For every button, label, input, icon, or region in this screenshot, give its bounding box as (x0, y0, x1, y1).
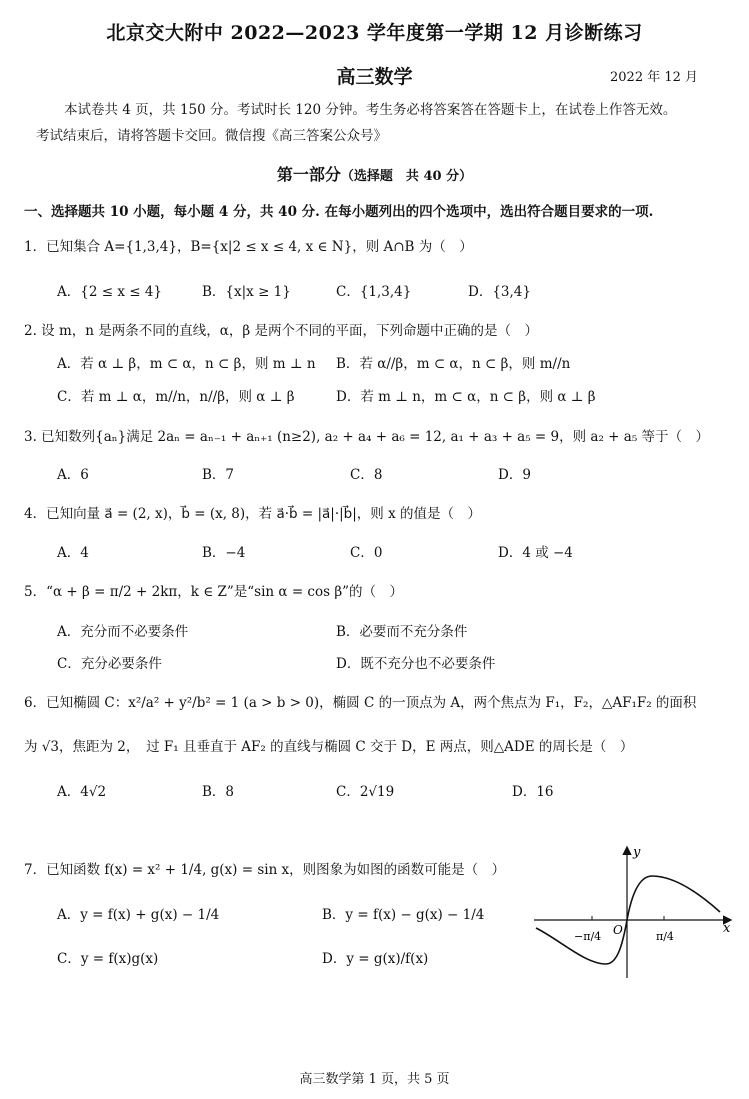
page-footer: 高三数学第 1 页，共 5 页 (299, 1072, 450, 1087)
exam-title: 北京交大附中 2022—2023 学年度第一学期 12 月诊断练习 (106, 22, 643, 44)
question-3-option-d[interactable]: D．9 (498, 467, 531, 483)
subject-title: 高三数学 (336, 66, 413, 88)
question-2-option-c[interactable]: C．若 m ⊥ α，m//n，n//β，则 α ⊥ β (57, 389, 295, 405)
question-7-option-c[interactable]: C．y = f(x)g(x) (57, 951, 159, 967)
section-heading: 一、选择题共 10 小题，每小题 4 分，共 40 分. 在每小题列出的四个选项中，选出符合题目要求的一项. (24, 204, 654, 220)
question-4-option-d[interactable]: D．4 或 −4 (498, 545, 573, 561)
pos-tick-label: π/4 (656, 930, 674, 943)
question-5-option-b[interactable]: B．必要而不充分条件 (336, 624, 468, 640)
question-4-option-c[interactable]: C．0 (350, 545, 383, 561)
question-5-option-a[interactable]: A．充分而不必要条件 (57, 624, 189, 640)
question-3-option-b[interactable]: B．7 (202, 467, 235, 483)
origin-label: O (613, 923, 623, 937)
question-6-stem: 6．已知椭圆 C：x²/a² + y²/b² = 1 (a > b > 0)，椭圆 C 的一顶点为 A，两个焦点为 F₁，F₂，△AF₁F₂ 的面积 (24, 695, 697, 711)
question-1-option-a[interactable]: A．{2 ≤ x ≤ 4} (57, 284, 163, 300)
question-6-option-c[interactable]: C．2√19 (336, 784, 395, 800)
question-4-stem: 4．已知向量 a⃗ = (2, x)，b⃗ = (x, 8)，若 a⃗·b⃗ = |a⃗|·|b⃗|，则 x 的值是（ ） (24, 506, 481, 522)
question-1-option-d[interactable]: D．{3,4} (468, 284, 531, 300)
x-axis-label: x (723, 921, 731, 936)
question-2-option-a[interactable]: A．若 α ⊥ β，m ⊂ α，n ⊂ β，则 m ⊥ n (57, 356, 316, 372)
part-title: 第一部分 (276, 165, 341, 184)
question-7-option-d[interactable]: D．y = g(x)/f(x) (322, 951, 429, 967)
question-6-option-b[interactable]: B．8 (202, 784, 235, 800)
question-7-option-b[interactable]: B．y = f(x) − g(x) − 1/4 (322, 907, 485, 923)
exam-date: 2022 年 12 月 (610, 70, 699, 85)
y-axis-label: y (633, 845, 641, 860)
part-subtitle: （选择题 共 40 分） (340, 169, 473, 184)
question-1-stem: 1．已知集合 A={1,3,4}，B={x|2 ≤ x ≤ 4, x ∈ N}，则 A∩B 为（ ） (24, 239, 473, 255)
question-2-option-b[interactable]: B．若 α//β，m ⊂ α，n ⊂ β，则 m//n (336, 356, 571, 372)
instructions-line-2: 考试结束后，请将答题卡交回。微信搜《高三答案公众号》 (36, 128, 387, 144)
function-graph (530, 842, 740, 982)
question-6-option-a[interactable]: A．4√2 (57, 784, 107, 800)
question-2-stem: 2. 设 m，n 是两条不同的直线，α，β 是两个不同的平面，下列命题中正确的是（ ） (24, 323, 538, 339)
part-heading (0, 162, 749, 185)
question-1-option-b[interactable]: B．{x|x ≥ 1} (202, 284, 291, 300)
question-7-option-a[interactable]: A．y = f(x) + g(x) − 1/4 (57, 907, 220, 923)
question-5-option-c[interactable]: C．充分必要条件 (57, 656, 162, 672)
question-4-option-b[interactable]: B．−4 (202, 545, 246, 561)
question-3-stem: 3. 已知数列{aₙ}满足 2aₙ = aₙ₋₁ + aₙ₊₁ (n≥2), a₂ + a₄ + a₆ = 12, a₁ + a₃ + a₅ = 9，则 a₂ + a₅ 等于（ ） (24, 429, 710, 445)
question-3-option-a[interactable]: A．6 (57, 467, 89, 483)
question-6-stem-continued: 为 √3，焦距为 2， 过 F₁ 且垂直于 AF₂ 的直线与椭圆 C 交于 D，E 两点，则△ADE 的周长是（ ） (24, 739, 634, 755)
question-5-stem: 5．“α + β = π/2 + 2kπ，k ∈ Z”是“sin α = cos β”的（ ） (24, 584, 404, 600)
question-7-stem: 7．已知函数 f(x) = x² + 1/4, g(x) = sin x，则图象为如图的函数可能是（ ） (24, 862, 506, 878)
question-3-option-c[interactable]: C．8 (350, 467, 383, 483)
question-1-option-c[interactable]: C．{1,3,4} (336, 284, 412, 300)
neg-tick-label: −π/4 (574, 930, 602, 943)
question-5-option-d[interactable]: D．既不充分也不必要条件 (336, 656, 496, 672)
question-2-option-d[interactable]: D．若 m ⊥ n，m ⊂ α，n ⊂ β，则 α ⊥ β (336, 389, 596, 405)
question-4-option-a[interactable]: A．4 (57, 545, 89, 561)
question-6-option-d[interactable]: D．16 (512, 784, 554, 800)
instructions-line-1: 本试卷共 4 页，共 150 分。考试时长 120 分钟。考生务必将答案答在答题卡上，在试卷上作答无效。 (64, 102, 677, 118)
